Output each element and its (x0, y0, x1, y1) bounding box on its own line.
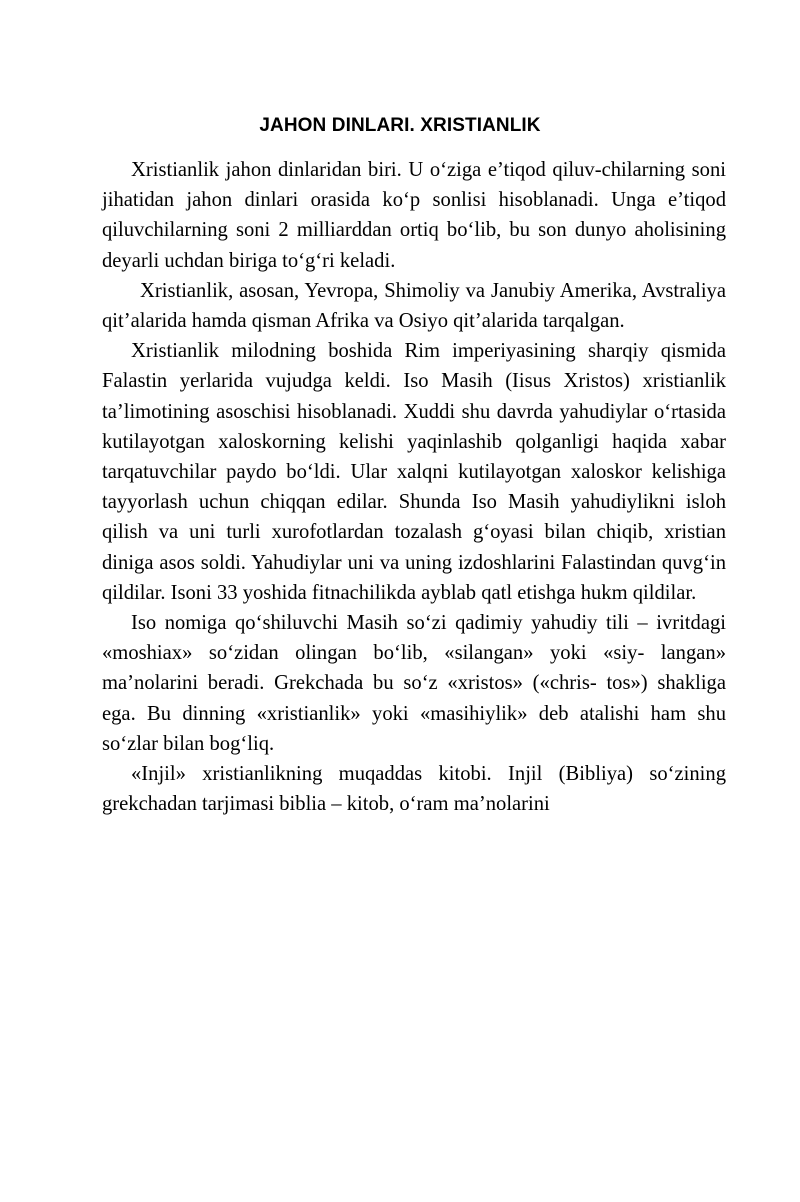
body-text (102, 155, 726, 819)
paragraph-4: Iso nomiga qo‘shiluvchi Masih so‘zi qadimiy yahudiy tili – ivritdagi «moshiax» so‘zidan olingan bo‘lib, «silangan» yoki «siy- langan» ma’nolarini beradi. Grekchada bu so‘z «xristos» («chris- tos») shakliga ega. Bu dinning «xristianlik» yoki «masihiylik» deb atalishi ham shu so‘zlar bilan bog‘liq. (102, 612, 726, 755)
paragraph-5: «Injil» xristianlikning muqaddas kitobi. Injil (Bibliya) so‘zining grekchadan tarjimasi biblia – kitob, o‘ram ma’nolarini (102, 763, 726, 816)
page-title: JAHON DINLARI. XRISTIANLIK (259, 115, 541, 136)
paragraph-2: Xristianlik, asosan, Yevropa, Shimoliy va Janubiy Amerika, Avstraliya qit’alarida hamda qisman Afrika va Osiyo qit’alarida tarqalgan. (102, 279, 726, 333)
paragraph-1: Xristianlik jahon dinlaridan biri. U o‘ziga e’tiqod qiluv-chilarning soni jihatidan jahon dinlari orasida ko‘p sonlisi hisoblanadi. Unga e’tiqod qiluvchilarning soni 2 milliarddan ortiq bo‘lib, bu son dunyo aholisining deyarli uchdan biriga to‘g‘ri keladi. (102, 159, 726, 272)
paragraph-3: Xristianlik milodning boshida Rim imperiyasining sharqiy qismida Falastin yerlarida vujudga keldi. Iso Masih (Iisus Xristos) xristianlik ta’limotining asoschisi hisoblanadi. Xuddi shu davrda yahudiylar o‘rtasida kutilayotgan xaloskorning kelishi yaqinlashib qolganligi haqida xabar tarqatuvchilar paydo bo‘ldi. Ular xalqni kutilayotgan xaloskor kelishiga tayyorlash uchun chiqqan edilar. Shunda Iso Masih yahudiylikni isloh qilish va uni turli xurofotlardan tozalash g‘oyasi bilan chiqib, xristian diniga asos soldi. Yahudiylar uni va uning izdoshlarini Falastindan quvg‘in qildilar. Isoni 33 yoshida fitnachilikda ayblab qatl etishga hukm qildilar. (102, 340, 726, 604)
